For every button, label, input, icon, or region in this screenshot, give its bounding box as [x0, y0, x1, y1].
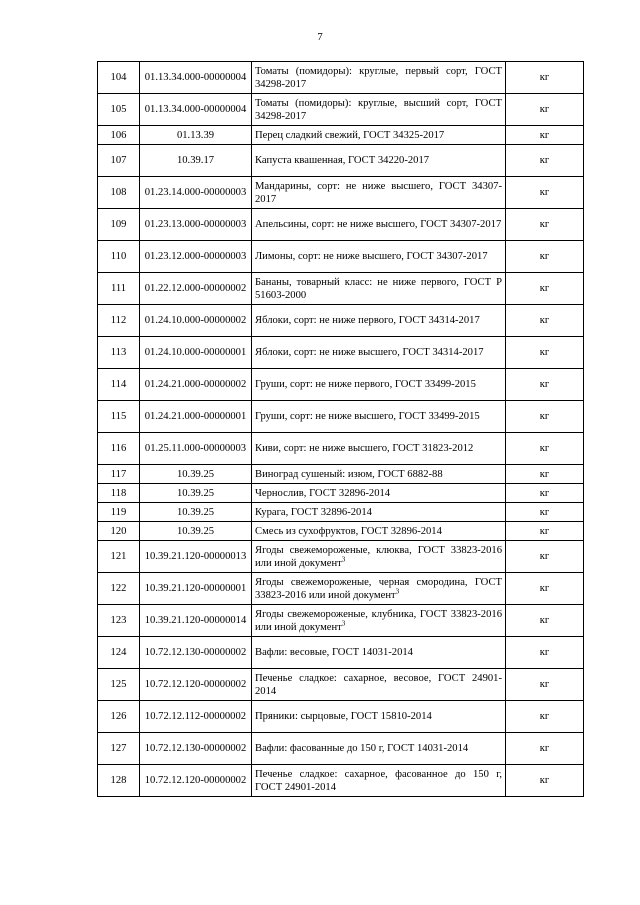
row-number-text: 113 [110, 347, 127, 358]
unit-cell [506, 62, 584, 94]
okpd-code-cell [140, 241, 252, 273]
row-number-cell [98, 305, 140, 337]
row-number-cell [98, 733, 140, 765]
unit-text: кг [539, 219, 550, 230]
product-name-cell [252, 401, 506, 433]
product-name-text: Печенье сладкое: сахарное, весовое, ГОСТ 24901-2014 [255, 672, 502, 697]
okpd-code-text: 10.39.25 [176, 487, 215, 499]
table-row [98, 522, 584, 541]
unit-text: кг [539, 647, 550, 658]
row-number-cell [98, 369, 140, 401]
unit-cell [506, 305, 584, 337]
row-number-cell [98, 209, 140, 241]
okpd-code-text: 01.13.34.000-00000004 [144, 72, 247, 83]
product-name-text: Ягоды свежемороженые, клубника, ГОСТ 33823-2016 или иной документ [255, 608, 502, 633]
unit-cell [506, 573, 584, 605]
unit-text: кг [539, 347, 550, 358]
okpd-code-text: 10.39.17 [176, 155, 215, 166]
row-number-cell [98, 401, 140, 433]
row-number-cell [98, 541, 140, 573]
row-number-cell [98, 433, 140, 465]
unit-cell [506, 637, 584, 669]
unit-cell [506, 337, 584, 369]
product-name-cell [252, 177, 506, 209]
product-name-cell [252, 305, 506, 337]
row-number-text: 114 [110, 379, 127, 390]
table-row [98, 733, 584, 765]
row-number-cell [98, 337, 140, 369]
okpd-code-cell [140, 733, 252, 765]
row-number-text: 116 [110, 443, 127, 454]
okpd-code-text: 01.23.13.000-00000003 [144, 219, 247, 230]
row-number-text: 109 [110, 219, 127, 230]
row-number-text: 128 [110, 775, 127, 786]
unit-text: кг [539, 525, 550, 537]
okpd-code-text: 01.13.39 [176, 129, 215, 141]
table-row [98, 209, 584, 241]
okpd-code-text: 10.39.25 [176, 468, 215, 480]
goods-table-body [98, 62, 584, 797]
product-name-cell [252, 765, 506, 797]
table-row [98, 305, 584, 337]
product-name-text: Виноград сушеный: изюм, ГОСТ 6882-88 [255, 468, 443, 480]
table-row [98, 94, 584, 126]
row-number-text: 125 [110, 679, 127, 690]
product-name-text: Курага, ГОСТ 32896-2014 [255, 506, 372, 518]
product-name-cell [252, 484, 506, 503]
okpd-code-text: 10.39.21.120-00000001 [144, 583, 247, 594]
okpd-code-cell [140, 145, 252, 177]
okpd-code-cell [140, 401, 252, 433]
okpd-code-cell [140, 503, 252, 522]
okpd-code-text: 01.22.12.000-00000002 [144, 283, 247, 294]
product-name-text: Мандарины, сорт: не ниже высшего, ГОСТ 34307-2017 [255, 180, 502, 205]
row-number-cell [98, 465, 140, 484]
product-name-cell [252, 669, 506, 701]
okpd-code-text: 01.25.11.000-00000003 [144, 443, 247, 454]
product-name-cell [252, 605, 506, 637]
product-name-cell [252, 94, 506, 126]
okpd-code-cell [140, 605, 252, 637]
unit-text: кг [539, 615, 550, 626]
unit-cell [506, 126, 584, 145]
product-name-text: Бананы, товарный класс: не ниже первого, ГОСТ Р 51603-2000 [255, 276, 502, 301]
unit-text: кг [539, 411, 550, 422]
okpd-code-cell [140, 765, 252, 797]
okpd-code-cell [140, 209, 252, 241]
row-number-cell [98, 701, 140, 733]
unit-text: кг [539, 315, 550, 326]
product-name-cell [252, 541, 506, 573]
unit-text: кг [539, 468, 550, 480]
product-name-text: Перец сладкий свежий, ГОСТ 34325-2017 [255, 129, 445, 141]
product-name-cell [252, 465, 506, 484]
table-row [98, 669, 584, 701]
okpd-code-cell [140, 369, 252, 401]
unit-text: кг [539, 379, 550, 390]
okpd-code-cell [140, 177, 252, 209]
okpd-code-cell [140, 305, 252, 337]
unit-cell [506, 177, 584, 209]
okpd-code-text: 10.39.25 [176, 525, 215, 537]
unit-cell [506, 503, 584, 522]
unit-text: кг [539, 72, 550, 83]
product-name-cell [252, 62, 506, 94]
row-number-text: 107 [110, 155, 127, 166]
row-number-text: 124 [110, 647, 127, 658]
row-number-text: 111 [110, 283, 127, 294]
row-number-text: 119 [110, 506, 127, 518]
row-number-text: 117 [110, 468, 127, 480]
row-number-text: 127 [110, 743, 127, 754]
unit-text: кг [539, 743, 550, 754]
unit-cell [506, 522, 584, 541]
unit-cell [506, 273, 584, 305]
okpd-code-cell [140, 433, 252, 465]
okpd-code-cell [140, 273, 252, 305]
table-row [98, 637, 584, 669]
row-number-cell [98, 669, 140, 701]
okpd-code-text: 01.13.34.000-00000004 [144, 104, 247, 115]
product-name-text: Ягоды свежемороженые, клюква, ГОСТ 33823-2016 или иной документ [255, 544, 502, 569]
okpd-code-text: 01.24.10.000-00000002 [144, 315, 247, 326]
product-name-text: Лимоны, сорт: не ниже высшего, ГОСТ 34307-2017 [255, 251, 488, 262]
row-number-cell [98, 126, 140, 145]
row-number-text: 115 [110, 411, 127, 422]
okpd-code-text: 01.23.12.000-00000003 [144, 251, 247, 262]
table-row [98, 541, 584, 573]
product-name-text: Ягоды свежемороженые, черная смородина, ГОСТ 33823-2016 или иной документ [255, 576, 502, 601]
okpd-code-cell [140, 573, 252, 605]
table-row [98, 273, 584, 305]
table-row [98, 605, 584, 637]
product-name-text: Апельсины, сорт: не ниже высшего, ГОСТ 34307-2017 [255, 219, 502, 230]
okpd-code-text: 10.72.12.120-00000002 [144, 775, 247, 786]
product-name-text: Киви, сорт: не ниже высшего, ГОСТ 31823-2012 [255, 443, 474, 454]
unit-text: кг [539, 775, 550, 786]
product-name-text: Томаты (помидоры): круглые, высший сорт, ГОСТ 34298-2017 [255, 97, 502, 122]
product-name-text: Вафли: фасованные до 150 г, ГОСТ 14031-2014 [255, 743, 469, 754]
table-row [98, 337, 584, 369]
row-number-text: 120 [110, 525, 127, 537]
product-name-text: Пряники: сырцовые, ГОСТ 15810-2014 [255, 711, 432, 722]
row-number-text: 104 [110, 72, 127, 83]
okpd-code-text: 10.72.12.112-00000002 [144, 711, 247, 722]
okpd-code-cell [140, 465, 252, 484]
table-row [98, 62, 584, 94]
product-name-text: Груши, сорт: не ниже высшего, ГОСТ 33499-2015 [255, 411, 480, 422]
product-name-text: Груши, сорт: не ниже первого, ГОСТ 33499-2015 [255, 379, 476, 390]
unit-text: кг [539, 711, 550, 722]
product-name-cell [252, 126, 506, 145]
okpd-code-cell [140, 62, 252, 94]
unit-cell [506, 145, 584, 177]
table-row [98, 484, 584, 503]
footnote-marker: 3 [395, 586, 400, 595]
product-name-cell [252, 241, 506, 273]
okpd-code-text: 01.24.21.000-00000002 [144, 379, 247, 390]
product-name-cell [252, 733, 506, 765]
table-row [98, 126, 584, 145]
product-name-text: Яблоки, сорт: не ниже первого, ГОСТ 34314-2017 [255, 315, 480, 326]
unit-cell [506, 241, 584, 273]
unit-text: кг [539, 283, 550, 294]
okpd-code-text: 01.23.14.000-00000003 [144, 187, 247, 198]
row-number-text: 123 [110, 615, 127, 626]
table-row [98, 241, 584, 273]
okpd-code-cell [140, 637, 252, 669]
unit-cell [506, 733, 584, 765]
unit-text: кг [539, 155, 550, 166]
unit-cell [506, 94, 584, 126]
okpd-code-cell [140, 337, 252, 369]
row-number-cell [98, 273, 140, 305]
row-number-text: 110 [110, 251, 127, 262]
row-number-text: 105 [110, 104, 127, 115]
okpd-code-text: 01.24.10.000-00000001 [144, 347, 247, 358]
row-number-text: 122 [110, 583, 127, 594]
product-name-cell [252, 701, 506, 733]
okpd-code-cell [140, 541, 252, 573]
unit-text: кг [539, 487, 550, 499]
table-row [98, 433, 584, 465]
okpd-code-cell [140, 669, 252, 701]
table-row [98, 145, 584, 177]
unit-cell [506, 401, 584, 433]
row-number-text: 118 [110, 487, 127, 499]
table-row [98, 177, 584, 209]
unit-text: кг [539, 129, 550, 141]
table-row [98, 401, 584, 433]
row-number-text: 121 [110, 551, 127, 562]
product-name-cell [252, 145, 506, 177]
product-name-text: Яблоки, сорт: не ниже высшего, ГОСТ 34314-2017 [255, 347, 484, 358]
row-number-cell [98, 177, 140, 209]
unit-cell [506, 669, 584, 701]
okpd-code-cell [140, 126, 252, 145]
okpd-code-text: 10.72.12.130-00000002 [144, 647, 247, 658]
product-name-text: Вафли: весовые, ГОСТ 14031-2014 [255, 647, 413, 658]
row-number-cell [98, 503, 140, 522]
row-number-cell [98, 605, 140, 637]
product-name-cell [252, 369, 506, 401]
unit-text: кг [539, 443, 550, 454]
footnote-marker: 3 [341, 618, 346, 627]
product-name-cell [252, 273, 506, 305]
unit-cell [506, 541, 584, 573]
unit-text: кг [539, 679, 550, 690]
unit-text: кг [539, 551, 550, 562]
goods-table [97, 61, 584, 797]
product-name-text: Чернослив, ГОСТ 32896-2014 [255, 487, 391, 499]
unit-cell [506, 605, 584, 637]
table-row [98, 369, 584, 401]
product-name-text: Капуста квашенная, ГОСТ 34220-2017 [255, 155, 430, 166]
unit-cell [506, 433, 584, 465]
row-number-text: 126 [110, 711, 127, 722]
unit-text: кг [539, 506, 550, 518]
okpd-code-cell [140, 701, 252, 733]
table-row [98, 573, 584, 605]
product-name-cell [252, 503, 506, 522]
okpd-code-text: 10.39.21.120-00000013 [144, 551, 247, 562]
row-number-cell [98, 637, 140, 669]
row-number-text: 108 [110, 187, 127, 198]
product-name-cell [252, 573, 506, 605]
unit-text: кг [539, 187, 550, 198]
unit-cell [506, 765, 584, 797]
product-name-cell [252, 209, 506, 241]
row-number-cell [98, 94, 140, 126]
product-name-cell [252, 337, 506, 369]
product-name-cell [252, 522, 506, 541]
row-number-cell [98, 241, 140, 273]
product-name-cell [252, 637, 506, 669]
okpd-code-text: 01.24.21.000-00000001 [144, 411, 247, 422]
okpd-code-text: 10.39.21.120-00000014 [144, 615, 247, 626]
unit-text: кг [539, 583, 550, 594]
page-number: 7 [317, 31, 323, 43]
okpd-code-cell [140, 94, 252, 126]
okpd-code-text: 10.39.25 [176, 506, 215, 518]
footnote-marker: 3 [341, 554, 346, 563]
table-row [98, 503, 584, 522]
unit-cell [506, 701, 584, 733]
unit-cell [506, 484, 584, 503]
row-number-cell [98, 145, 140, 177]
row-number-cell [98, 573, 140, 605]
product-name-text: Смесь из сухофруктов, ГОСТ 32896-2014 [255, 525, 442, 537]
table-row [98, 465, 584, 484]
row-number-cell [98, 522, 140, 541]
unit-cell [506, 209, 584, 241]
product-name-text: Печенье сладкое: сахарное, фасованное до 150 г, ГОСТ 24901-2014 [255, 768, 502, 793]
row-number-text: 106 [110, 129, 127, 141]
unit-cell [506, 465, 584, 484]
unit-cell [506, 369, 584, 401]
row-number-cell [98, 765, 140, 797]
row-number-cell [98, 62, 140, 94]
okpd-code-text: 10.72.12.120-00000002 [144, 679, 247, 690]
okpd-code-cell [140, 484, 252, 503]
table-row [98, 765, 584, 797]
unit-text: кг [539, 251, 550, 262]
product-name-text: Томаты (помидоры): круглые, первый сорт, ГОСТ 34298-2017 [255, 65, 502, 90]
product-name-cell [252, 433, 506, 465]
row-number-cell [98, 484, 140, 503]
okpd-code-text: 10.72.12.130-00000002 [144, 743, 247, 754]
okpd-code-cell [140, 522, 252, 541]
unit-text: кг [539, 104, 550, 115]
table-row [98, 701, 584, 733]
row-number-text: 112 [110, 315, 127, 326]
